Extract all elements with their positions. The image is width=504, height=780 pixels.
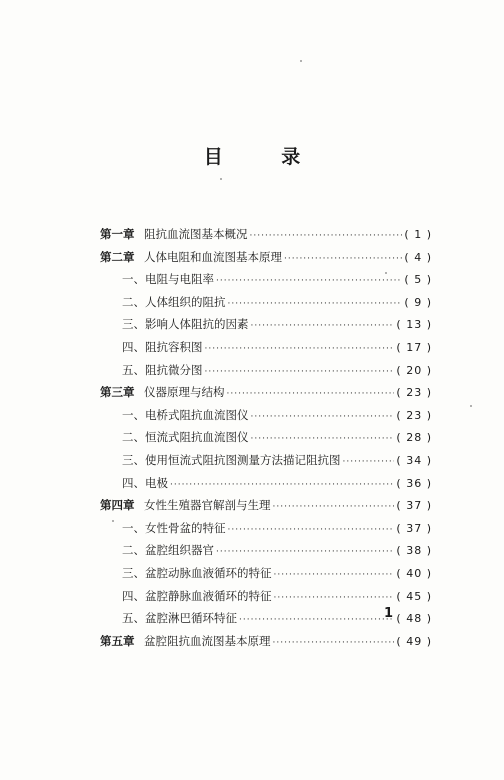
chapter-title: 人体电阻和血流图基本原理 (144, 249, 282, 264)
dot-leader (273, 638, 395, 648)
section-title: 四、电极 (122, 475, 168, 490)
dot-leader (251, 321, 395, 331)
toc-section-row (100, 565, 432, 588)
dot-leader (251, 434, 395, 444)
toc-page-number: ( 28 ) (396, 431, 432, 445)
scan-speck (470, 405, 472, 407)
toc-section-row (100, 294, 432, 317)
toc-section-row (100, 542, 432, 565)
toc-section-row (100, 429, 432, 452)
toc-section-row (100, 339, 432, 362)
toc-page-number: ( 37 ) (396, 499, 432, 513)
dot-leader (274, 593, 395, 603)
toc-section-row (100, 610, 432, 633)
toc-page-number: ( 1 ) (404, 228, 432, 241)
toc-page-number: ( 20 ) (396, 363, 432, 377)
chapter-number: 第二章 (100, 249, 135, 264)
dot-leader (274, 570, 395, 580)
chapter-title: 仪器原理与结构 (144, 385, 225, 400)
section-title: 三、影响人体阻抗的因素 (122, 317, 249, 332)
toc-section-row (100, 452, 432, 475)
toc-page-number: ( 36 ) (396, 476, 432, 490)
dot-leader (251, 412, 395, 422)
toc-page-number: ( 5 ) (404, 273, 432, 287)
dot-leader (170, 480, 394, 490)
dot-leader (250, 231, 403, 241)
toc-page-number: ( 13 ) (396, 318, 432, 332)
chapter-number: 第四章 (100, 498, 135, 513)
section-title: 一、电桥式阻抗血流图仪 (122, 407, 249, 422)
section-title: 三、盆腔动脉血液循环的特征 (122, 565, 272, 580)
toc-section-row (100, 588, 432, 611)
page-title: 目 录 (203, 146, 327, 168)
dot-leader (284, 254, 402, 264)
toc-chapter-row (100, 497, 432, 520)
section-title: 五、盆腔淋巴循环特征 (122, 611, 237, 626)
section-title: 二、恒流式阻抗血流图仪 (122, 430, 249, 445)
toc-page-number: ( 9 ) (404, 295, 432, 309)
dot-leader (216, 547, 394, 557)
dot-leader (227, 389, 395, 399)
toc-section-row (100, 271, 432, 294)
dot-leader (239, 615, 394, 625)
toc-page-number: ( 38 ) (396, 544, 432, 558)
toc-chapter-row (100, 249, 432, 272)
section-title: 四、盆腔静脉血液循环的特征 (122, 588, 272, 603)
toc-page-number: ( 23 ) (396, 408, 432, 422)
dot-leader (343, 457, 395, 467)
chapter-title: 盆腔阻抗血流图基本原理 (144, 633, 271, 648)
toc-section-row (100, 407, 432, 430)
section-title: 一、电阻与电阻率 (122, 272, 214, 287)
dot-leader (228, 525, 395, 535)
chapter-title: 女性生殖器官解剖与生理 (144, 498, 271, 513)
chapter-number: 第五章 (100, 633, 135, 648)
toc-page-number: ( 17 ) (396, 340, 432, 354)
toc-page-number: ( 37 ) (396, 521, 432, 535)
toc-page-number: ( 23 ) (396, 386, 432, 400)
section-title: 五、阻抗微分图 (122, 362, 203, 377)
section-title: 三、使用恒流式阻抗图测量方法描记阻抗图 (122, 452, 341, 467)
toc-page-number: ( 45 ) (396, 589, 432, 603)
toc-page-number: ( 48 ) (396, 612, 432, 626)
dot-leader (273, 502, 395, 512)
toc-chapter-row (100, 226, 432, 249)
page-number: 1 (384, 606, 394, 621)
scan-speck (385, 272, 387, 274)
dot-leader (228, 299, 403, 309)
toc-page-number: ( 4 ) (404, 250, 432, 264)
section-title: 二、盆腔组织器官 (122, 543, 214, 558)
toc-chapter-row (100, 633, 432, 656)
dot-leader (205, 344, 395, 354)
scan-speck (300, 60, 302, 62)
toc-section-row (100, 475, 432, 498)
scan-speck (112, 520, 114, 522)
section-title: 二、人体组织的阻抗 (122, 294, 226, 309)
section-title: 一、女性骨盆的特征 (122, 520, 226, 535)
table-of-contents (100, 226, 432, 655)
dot-leader (205, 367, 395, 377)
toc-section-row (100, 316, 432, 339)
chapter-number: 第一章 (100, 227, 135, 241)
dot-leader (216, 276, 402, 286)
toc-chapter-row (100, 384, 432, 407)
toc-page-number: ( 49 ) (396, 634, 432, 648)
toc-page-number: ( 34 ) (396, 453, 432, 467)
chapter-number: 第三章 (100, 385, 135, 400)
scan-speck (220, 178, 222, 180)
toc-section-row (100, 362, 432, 385)
section-title: 四、阻抗容积图 (122, 339, 203, 354)
toc-page-number: ( 40 ) (396, 566, 432, 580)
chapter-title: 阻抗血流图基本概况 (144, 227, 248, 241)
toc-section-row (100, 520, 432, 543)
